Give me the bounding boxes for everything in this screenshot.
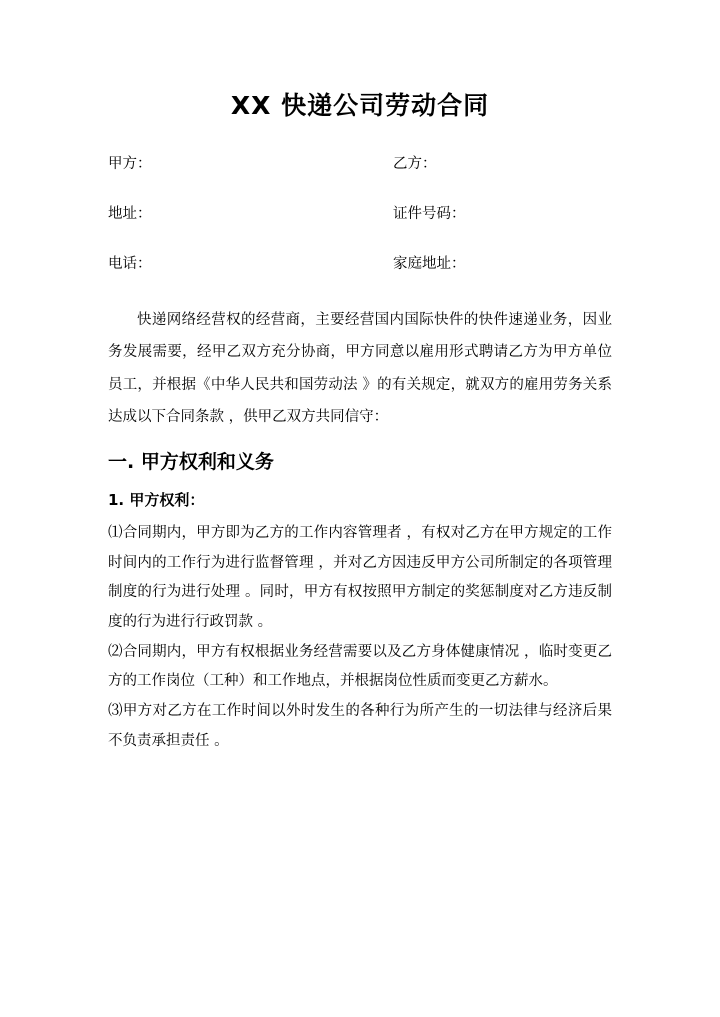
field-label-home-address: 家庭地址： — [393, 256, 466, 273]
field-label-address: 地址： — [108, 206, 152, 223]
clause-item: ⑵合同期内，甲方有权根据业务经营需要以及乙方身体健康情况 ，临时变更乙方的工作岗位（工种）和工作地点，并根据岗位性质而变更乙方薪水。 — [108, 643, 612, 690]
field-label-party-b: 乙方： — [393, 156, 437, 172]
field-label-phone: 电话： — [108, 256, 152, 273]
field-label-party-a: 甲方： — [108, 156, 152, 172]
clause-list — [108, 519, 612, 757]
preamble-block — [108, 304, 612, 435]
clause-item: ⑶甲方对乙方在工作时间以外时发生的各种行为所产生的一切法律与经济后果不负责承担责任 。 — [108, 703, 612, 749]
address-field-row — [108, 203, 612, 226]
field-label-id-number: 证件号码： — [393, 206, 466, 223]
phone-field-row — [108, 253, 612, 276]
subsection-heading-1: 1. 甲方权利： — [108, 491, 205, 510]
page-title: XX 快递公司劳动合同 — [230, 91, 490, 120]
preamble-paragraph: 快递网络经营权的经营商，主要经营国内国际快件的快件速递业务，因业务发展需要，经甲乙双方充分协商，甲方同意以雇用形式聘请乙方为甲方单位员工，并根据《中华人民共和国劳动法 》的有关规定，就双方的雇用劳务关系达成以下合同条款 ，供甲乙双方共同信守： — [108, 311, 612, 426]
party-field-row — [108, 153, 612, 176]
section-heading-1: 一. 甲方权利和义务 — [108, 451, 274, 474]
clause-item: ⑴合同期内，甲方即为乙方的工作内容管理者 ，有权对乙方在甲方规定的工作时间内的工作行为进行监督管理 ，并对乙方因违反甲方公司所制定的各项管理制度的行为进行处理 。同时，甲方有权按照甲方制定的奖惩制度对乙方违反制度的行为进行行政罚款 。 — [108, 524, 612, 631]
